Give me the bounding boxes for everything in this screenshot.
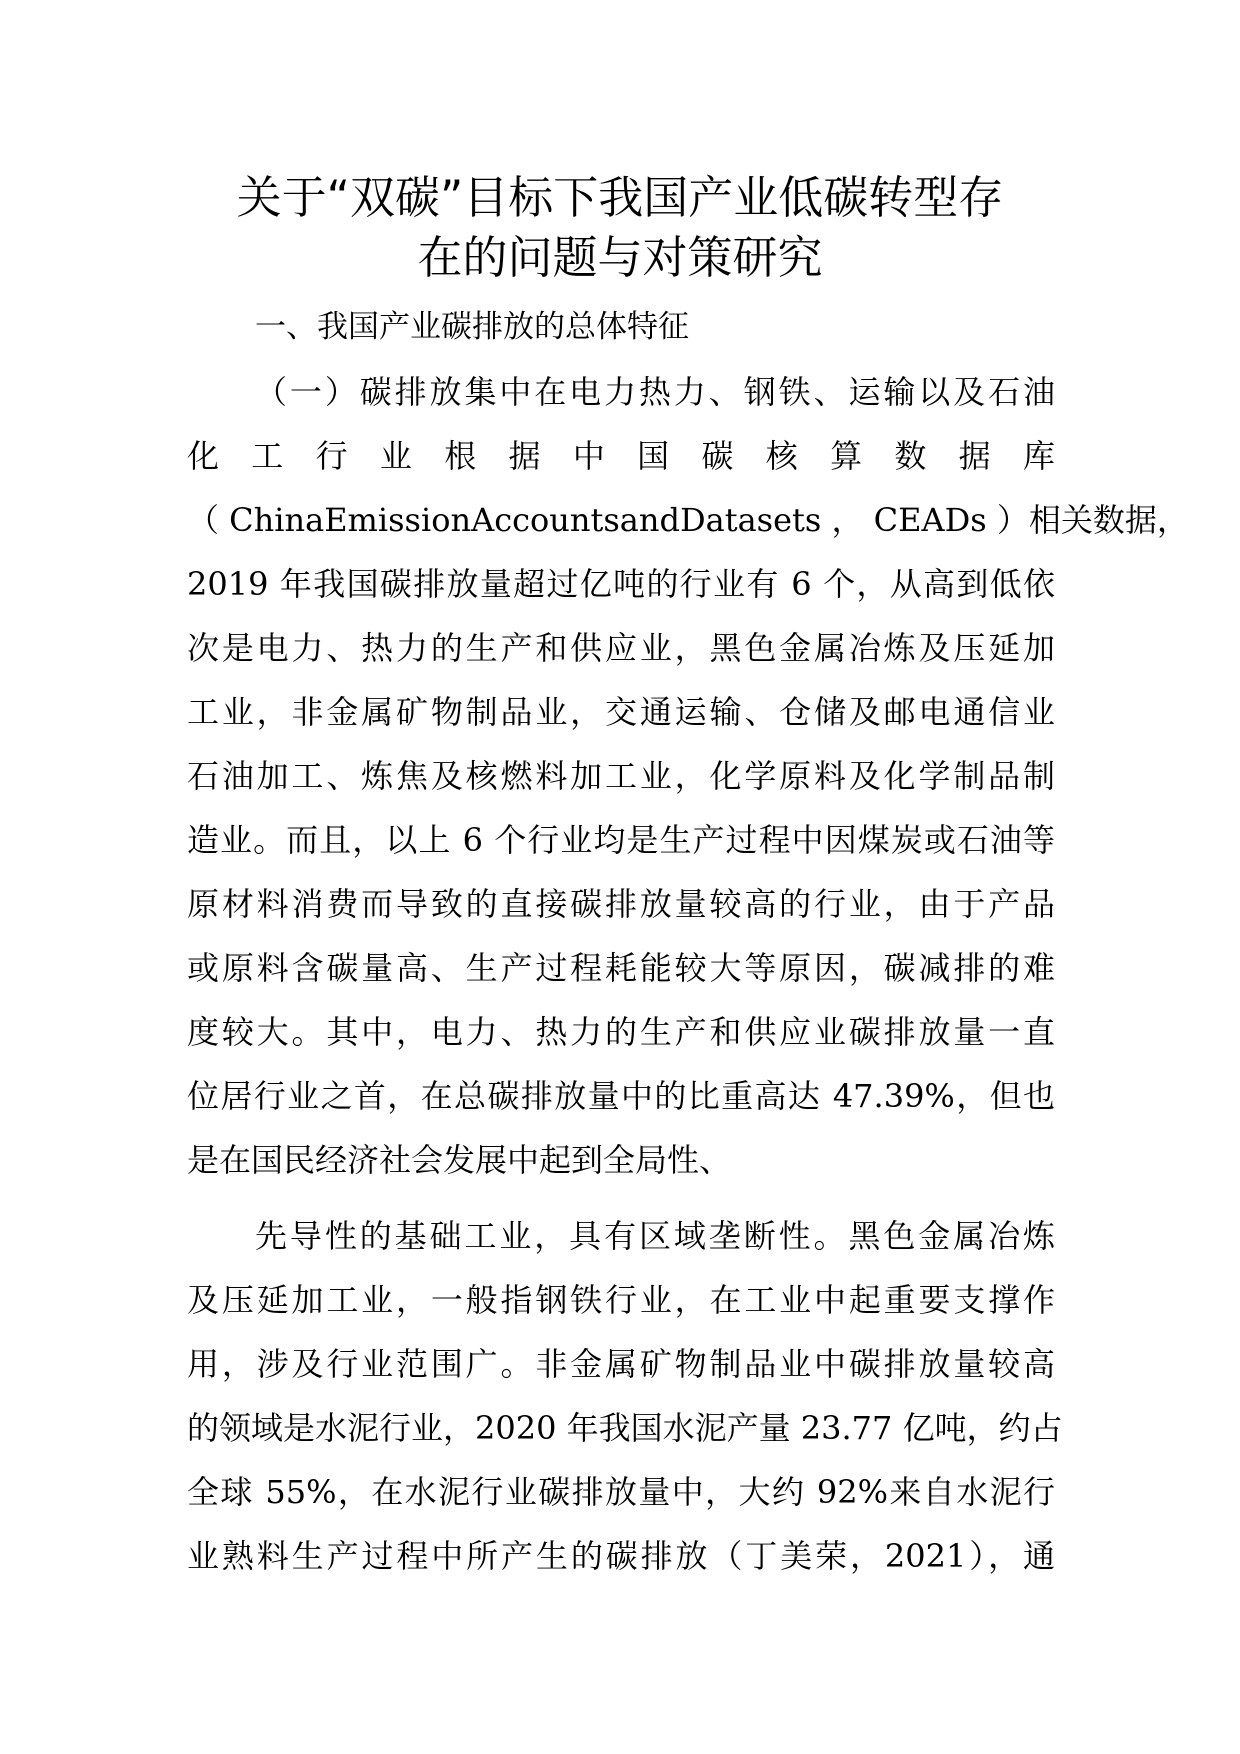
paragraph-line: 用，涉及行业范围广。非金属矿物制品业中碳排放量较高 xyxy=(187,1345,1055,1383)
paragraph-line: 业熟料生产过程中所产生的碳排放（丁美荣，2021），通 xyxy=(187,1537,1055,1575)
paragraph-line: （一）碳排放集中在电力热力、钢铁、运输以及石油 xyxy=(255,373,1055,411)
paragraph-line: 工业，非金属矿物制品业，交通运输、仓储及邮电通信业 xyxy=(187,693,1055,731)
paragraph-line: 原材料消费而导致的直接碳排放量较高的行业，由于产品 xyxy=(187,885,1055,923)
paragraph-line: 石油加工、炼焦及核燃料加工业，化学原料及化学制品制 xyxy=(187,757,1055,795)
section-heading: 一、我国产业碳排放的总体特征 xyxy=(255,309,689,345)
paragraph-line: 造业。而且，以上 6 个行业均是生产过程中因煤炭或石油等 xyxy=(187,821,1055,859)
paragraph-line: 是在国民经济社会发展中起到全局性、 xyxy=(187,1141,732,1179)
title-line: 关于“双碳”目标下我国产业低碳转型存 xyxy=(236,171,1004,224)
title-line: 在的问题与对策研究 xyxy=(417,231,823,284)
paragraph-line: 度较大。其中，电力、热力的生产和供应业碳排放量一直 xyxy=(187,1013,1055,1051)
paragraph-line: 先导性的基础工业，具有区域垄断性。黑色金属冶炼 xyxy=(255,1217,1055,1255)
paragraph-line: 的领域是水泥行业，2020 年我国水泥产量 23.77 亿吨，约占 xyxy=(187,1409,1063,1447)
paragraph-line: 全球 55%，在水泥行业碳排放量中，大约 92%来自水泥行 xyxy=(187,1473,1055,1511)
document-title xyxy=(150,168,1090,288)
paragraph-line: 次是电力、热力的生产和供应业，黑色金属冶炼及压延加 xyxy=(187,629,1055,667)
paragraph-line: （ ChinaEmissionAccountsandDatasets ， CEADs ）相关数据， xyxy=(187,501,1189,539)
paragraph-line: 化 工 行 业 根 据 中 国 碳 核 算 数 据 库 xyxy=(187,437,1055,475)
paragraph-line: 2019 年我国碳排放量超过亿吨的行业有 6 个，从高到低依 xyxy=(187,565,1055,603)
paragraph-line: 或原料含碳量高、生产过程耗能较大等原因，碳减排的难 xyxy=(187,949,1055,987)
paragraph-line: 位居行业之首，在总碳排放量中的比重高达 47.39%，但也 xyxy=(187,1077,1055,1115)
paragraph-line: 及压延加工业，一般指钢铁行业，在工业中起重要支撑作 xyxy=(187,1281,1055,1319)
